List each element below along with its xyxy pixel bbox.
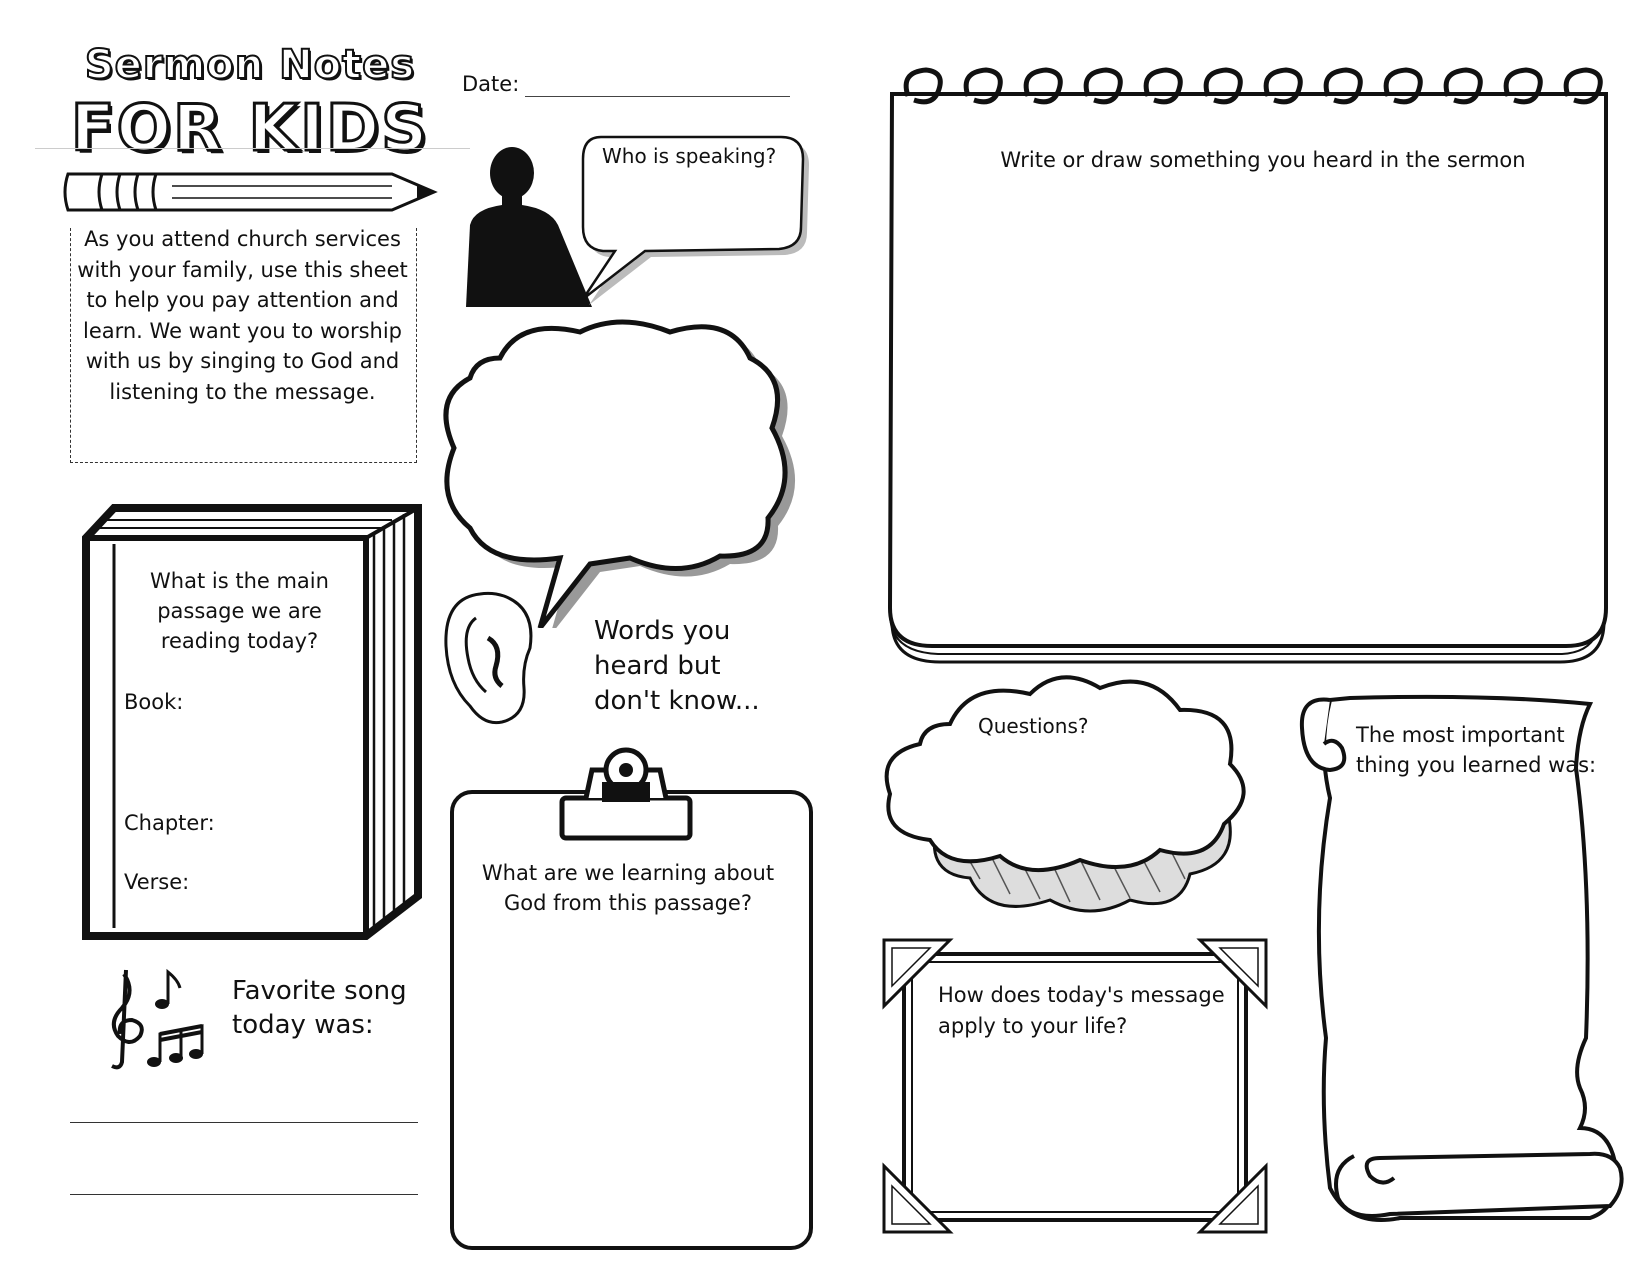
speaker-prompt: Who is speaking? bbox=[602, 144, 777, 168]
date-label: Date: bbox=[462, 72, 520, 96]
learning-prompt: What are we learning about God from this passage? bbox=[481, 861, 775, 915]
ear-icon bbox=[440, 588, 540, 730]
clipboard-icon bbox=[556, 746, 696, 844]
music-notes-icon bbox=[100, 962, 210, 1072]
cloud-icon[interactable] bbox=[880, 664, 1270, 926]
words-label-line-1: Words you bbox=[594, 616, 731, 646]
verse-label: Verse: bbox=[124, 870, 190, 894]
questions-label: Questions? bbox=[978, 714, 1089, 738]
song-label-line-1: Favorite song bbox=[232, 976, 407, 1006]
pencil-icon bbox=[62, 168, 442, 216]
title-sermon-notes: Sermon Notes bbox=[84, 42, 416, 88]
date-field[interactable] bbox=[525, 96, 790, 97]
book-label: Book: bbox=[124, 690, 184, 714]
important-prompt: The most important thing you learned was: bbox=[1356, 723, 1597, 777]
apply-prompt: How does today's message apply to your life? bbox=[938, 983, 1225, 1038]
title-for-kids: FOR KIDS bbox=[70, 92, 430, 166]
words-label bbox=[594, 614, 794, 719]
words-label-line-2: heard but bbox=[594, 651, 721, 681]
sermon-prompt: Write or draw something you heard in the sermon bbox=[1000, 148, 1526, 172]
words-cloud[interactable] bbox=[440, 318, 820, 628]
words-label-line-3: don't know... bbox=[594, 686, 760, 716]
song-answer-line-2[interactable] bbox=[70, 1194, 418, 1195]
song-answer-line-1[interactable] bbox=[70, 1122, 418, 1123]
passage-prompt: What is the main passage we are reading today? bbox=[150, 569, 329, 653]
song-label-line-2: today was: bbox=[232, 1010, 374, 1040]
intro-text: As you attend church services with your family, use this sheet to help you pay attention and learn. We want you to worship with us by singing to God and listening to the message. bbox=[77, 227, 408, 404]
title-rule bbox=[35, 148, 470, 149]
chapter-label: Chapter: bbox=[124, 811, 215, 835]
song-label bbox=[232, 974, 432, 1042]
